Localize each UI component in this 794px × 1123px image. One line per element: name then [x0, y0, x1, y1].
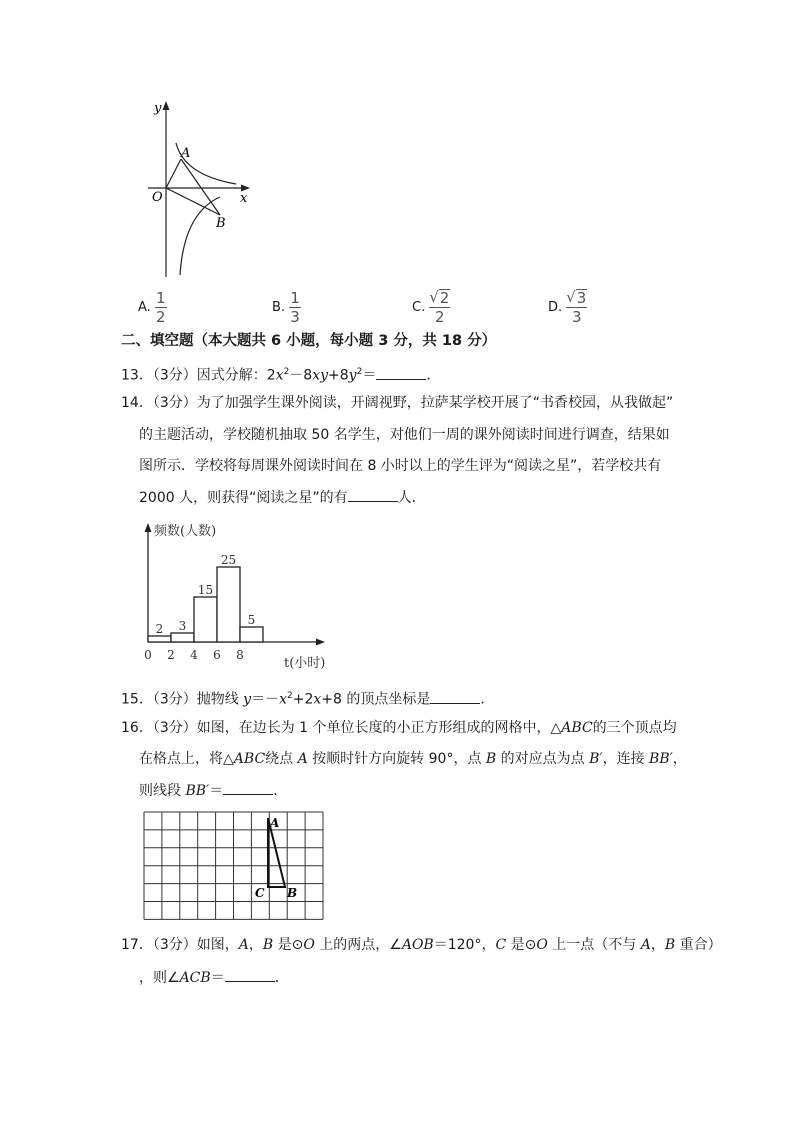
- histogram-bar: [194, 597, 217, 642]
- bar-value-label: 3: [178, 619, 187, 633]
- chart-y-axis-arrow: [145, 523, 152, 532]
- question-17-line-1: 17．（3分）如图，A，B 是⊙O 上的两点，∠AOB＝120°，C 是⊙O 上一点（不与 A，B 重合）: [121, 937, 722, 953]
- option-b: [272, 288, 301, 326]
- question-14-line-1: 14．（3分）为了加强学生课外阅读，开阔视野，拉萨某学校开展了“书香校园，从我做起”: [121, 395, 674, 411]
- option-letter: D.: [548, 299, 563, 315]
- bar-value-label: 15: [197, 583, 214, 597]
- question-14-line-4: 2000 人，则获得“阅读之星”的有 人．: [139, 487, 426, 508]
- histogram-bar: [148, 636, 171, 642]
- label-o: O: [152, 190, 163, 205]
- option-a: [138, 288, 167, 326]
- histogram-bar: [171, 633, 194, 642]
- histogram-bar: [217, 567, 240, 642]
- bar-value-label: 2: [155, 622, 164, 636]
- bar-value-label: 25: [220, 553, 237, 567]
- question-16-line-2: 在格点上，将△ABC绕点 A 按顺时针方向旋转 90°，点 B 的对应点为点 B′，连接 BB′，: [139, 751, 687, 767]
- answer-blank[interactable]: [376, 365, 426, 380]
- x-tick-label: 0: [144, 648, 152, 662]
- label-x: x: [240, 191, 248, 206]
- question-15: 15．（3分）抛物线 $y=-x^2+2x+8$ 的顶点坐标是 ．: [121, 686, 494, 710]
- option-d: [548, 288, 587, 326]
- denominator: 3: [290, 307, 300, 326]
- denominator: 3: [571, 308, 582, 326]
- x-tick-label: 8: [236, 648, 244, 662]
- x-tick-label: 6: [213, 648, 221, 662]
- denominator: 2: [435, 308, 445, 326]
- answer-blank[interactable]: [348, 487, 398, 502]
- question-16-line-1: 16．（3分）如图，在边长为 1 个单位长度的小正方形组成的网格中，△ABC的三个顶点均: [121, 720, 677, 736]
- answer-blank[interactable]: [225, 967, 275, 982]
- option-letter: A.: [138, 299, 151, 315]
- hyperbola-branch-2: [180, 197, 220, 275]
- bar-value-label: 5: [247, 613, 256, 627]
- fraction: [566, 289, 587, 325]
- denominator: 2: [156, 307, 166, 326]
- grid-figure: [141, 811, 327, 923]
- label-a: A: [270, 816, 280, 830]
- label-c: C: [255, 886, 265, 900]
- fraction: [155, 290, 167, 325]
- question-17-line-2: ，则∠ACB＝ ．: [139, 967, 289, 988]
- question-14-line-2: 的主题活动，学校随机抽取 50 名学生，对他们一周的课外阅读时间进行调查，结果如: [139, 427, 670, 443]
- fraction: [289, 290, 301, 325]
- chart-y-label: 频数(人数): [154, 524, 217, 539]
- sqrt-numerator: √ 2: [429, 288, 450, 307]
- hyperbola-figure: [140, 95, 260, 280]
- chart-x-axis-arrow: [316, 639, 325, 646]
- histogram-chart: [138, 515, 338, 675]
- x-tick-label: 2: [167, 648, 175, 662]
- segment-ab: [181, 159, 220, 215]
- option-letter: C.: [412, 299, 426, 315]
- segment-oa: [166, 159, 181, 188]
- label-b: B: [287, 886, 298, 900]
- y-axis-arrow: [163, 101, 170, 110]
- numerator: 1: [290, 288, 300, 307]
- option-c: [412, 288, 450, 326]
- x-tick-label: 4: [190, 648, 198, 662]
- numerator: 1: [156, 288, 166, 307]
- answer-blank[interactable]: [223, 780, 273, 795]
- sqrt-numerator: √ 3: [566, 288, 587, 307]
- question-14-line-3: 图所示．学校将每周课外阅读时间在 8 小时以上的学生评为“阅读之星”，若学校共有: [139, 458, 662, 474]
- label-a: A: [181, 146, 191, 161]
- question-16-line-3: 则线段 BB′＝ ．: [139, 780, 287, 801]
- question-13: 13．（3分）因式分解：$2x^2-8xy+8y^2=$ ．: [121, 362, 440, 386]
- option-letter: B.: [272, 299, 286, 315]
- section-title: 二、填空题（本大题共 6 小题，每小题 3 分，共 18 分）: [121, 333, 497, 349]
- label-y: y: [154, 101, 162, 116]
- answer-blank[interactable]: [430, 689, 480, 704]
- label-b: B: [216, 216, 226, 231]
- fraction: [429, 289, 450, 325]
- histogram-bar: [240, 627, 263, 642]
- chart-x-label: t(小时): [284, 656, 326, 671]
